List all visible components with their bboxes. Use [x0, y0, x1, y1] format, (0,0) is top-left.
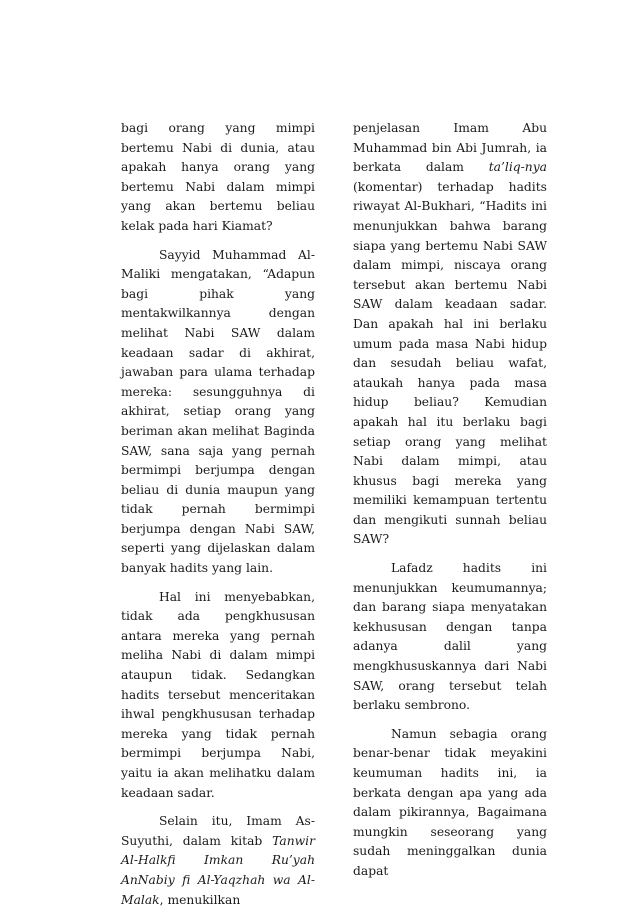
- paragraph-text: (komentar) terhadap hadits riwayat Al-Bukhari, “Hadits ini menunjukkan bahwa barang siapa yang bertemu Nabi SAW dalam mimpi, niscaya orang tersebut akan bertemu Nabi SAW dalam keadaan sadar. Dan apakah hal ini berlaku umum pada masa Nabi hidup dan sesudah beliau wafat, ataukah hanya pada masa hidup beliau? Kemudian apakah hal itu berlaku bagi setiap orang yang melihat Nabi dalam mimpi, atau khusus bagi mereka yang memiliki kemampuan tertentu dan mengikuti sunnah beliau SAW?: [353, 179, 547, 547]
- italic-term: ta’liq-nya: [488, 160, 547, 175]
- paragraph-text: Selain itu, Imam As-Suyuthi, dalam kitab: [121, 814, 315, 848]
- paragraph: bagi orang yang mimpi bertemu Nabi di dunia, atau apakah hanya orang yang bertemu Nabi dalam mimpi yang akan bertemu beliau kelak pada hari Kiamat?: [121, 121, 315, 233]
- paragraph-text: penjelasan Imam Abu Muhammad bin Abi Jumrah, ia berkata dalam: [353, 121, 547, 175]
- book-title: Tanwir Al-Halkfi Imkan Ru’yah AnNabiy fi Al-Yaqzhah wa Al-Malak: [121, 833, 315, 907]
- right-column: [353, 119, 547, 891]
- paragraph: Sayyid Muhammad Al-Maliki mengatakan, “Adapun bagi pihak yang mentakwilkannya dengan melihat Nabi SAW dalam keadaan sadar di akhirat, jawaban para ulama terhadap mereka: sesungguhnya di akhirat, setiap orang yang beriman akan melihat Baginda SAW, sana saja yang pernah bermimpi berjumpa dengan beliau di dunia maupun yang tidak pernah bermimpi berjumpa dengan Nabi SAW, seperti yang dijelaskan dalam banyak hadits yang lain.: [121, 247, 315, 576]
- paragraph: [121, 812, 315, 910]
- paragraph: Namun sebagia orang benar-benar tidak meyakini keumuman hadits ini, ia berkata dengan apa yang ada dalam pikirannya, Bagaimana mungkin seseorang yang sudah meninggalkan dunia dapat: [353, 726, 547, 878]
- left-column: [121, 119, 315, 919]
- paragraph: Lafadz hadits ini menunjukkan keumumannya; dan barang siapa menyatakan kekhususan dengan tanpa adanya dalil yang mengkhususkannya dari Nabi SAW, orang tersebut telah berlaku sembrono.: [353, 561, 547, 713]
- paragraph: [353, 119, 547, 550]
- paragraph-text: , menukilkan: [159, 892, 241, 907]
- paragraph: Hal ini menyebabkan, tidak ada pengkhususan antara mereka yang pernah meliha Nabi di dalam mimpi ataupun tidak. Sedangkan hadits tersebut menceritakan ihwal pengkhususan terhadap mereka yang tidak pernah bermimpi berjumpa Nabi, yaitu ia akan melihatku dalam keadaan sadar.: [121, 589, 315, 800]
